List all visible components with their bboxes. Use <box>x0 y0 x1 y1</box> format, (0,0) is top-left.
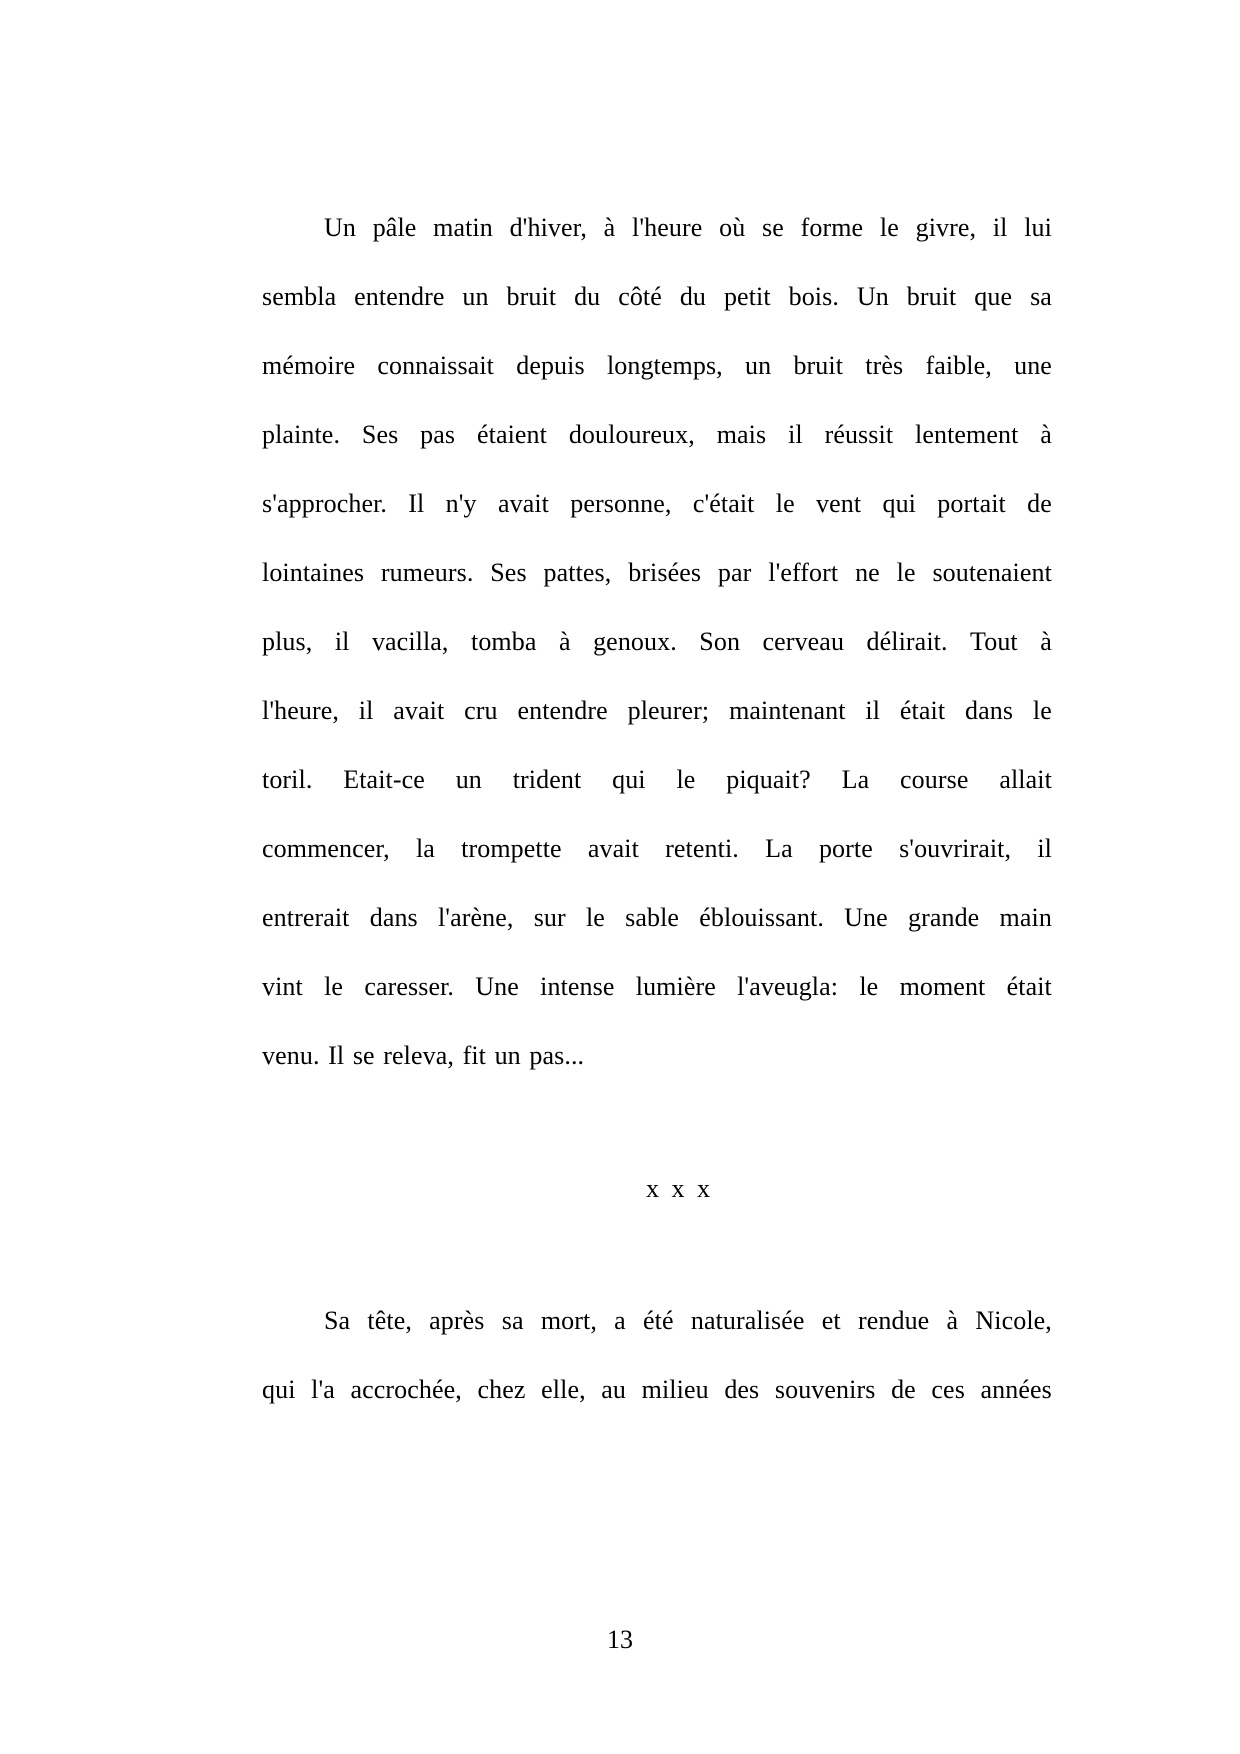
word: tomba <box>471 627 537 656</box>
word: l'a <box>311 1375 335 1404</box>
word: le <box>859 972 879 1001</box>
word: genoux. <box>593 627 677 656</box>
word: trident <box>512 765 582 794</box>
word: pâle <box>372 213 417 242</box>
page-number: 13 <box>607 1625 633 1654</box>
word: été <box>643 1306 674 1335</box>
word: commencer, <box>262 834 390 863</box>
text-line <box>262 814 1052 883</box>
word: chez <box>477 1375 526 1404</box>
word: avait <box>587 834 639 863</box>
word: Tout <box>970 627 1018 656</box>
word: rumeurs. <box>380 558 474 587</box>
word: se <box>762 213 784 242</box>
word: souvenirs <box>774 1375 876 1404</box>
word: mort, <box>540 1306 597 1335</box>
text-line <box>262 883 1052 952</box>
word: Une <box>844 903 888 932</box>
word: porte <box>818 834 873 863</box>
word: éblouissant. <box>699 903 824 932</box>
word: faible, <box>925 351 992 380</box>
word: personne, <box>570 489 672 518</box>
word: Il <box>408 489 425 518</box>
word: l'heure, <box>262 696 339 725</box>
word: entendre <box>517 696 608 725</box>
word: sa <box>1030 282 1052 311</box>
word: l'aveugla: <box>737 972 839 1001</box>
word: il <box>358 696 374 725</box>
text-line <box>262 952 1052 1021</box>
word: allait <box>999 765 1052 794</box>
word: piquait? <box>726 765 811 794</box>
word: pleurer; <box>627 696 710 725</box>
word: lentement <box>915 420 1019 449</box>
word: longtemps, <box>606 351 723 380</box>
word: le <box>896 558 916 587</box>
word: dans <box>369 903 418 932</box>
word: à <box>603 213 616 242</box>
word: l'arène, <box>437 903 514 932</box>
text-line <box>262 676 1052 745</box>
text-line <box>262 331 1052 400</box>
word: moment <box>899 972 986 1001</box>
text-line <box>262 538 1052 607</box>
word: un <box>455 765 482 794</box>
word: toril. <box>262 765 313 794</box>
word: vent <box>816 489 862 518</box>
word: Un <box>324 213 356 242</box>
word: depuis <box>516 351 585 380</box>
word: ne <box>855 558 880 587</box>
word: naturalisée <box>690 1306 805 1335</box>
word: Etait-ce <box>343 765 425 794</box>
word: le <box>1032 696 1052 725</box>
word: de <box>891 1375 916 1404</box>
word: lointaines <box>262 558 365 587</box>
word: givre, <box>915 213 977 242</box>
word: course <box>900 765 969 794</box>
section-separator <box>283 1154 1073 1223</box>
word: connaissait <box>377 351 494 380</box>
word: très <box>865 351 904 380</box>
word: avait <box>497 489 549 518</box>
word: des <box>724 1375 760 1404</box>
word: sembla <box>262 282 337 311</box>
word: retenti. <box>665 834 739 863</box>
page-text-column <box>262 193 1052 1424</box>
word: rendue <box>857 1306 930 1335</box>
word: Sa <box>324 1306 351 1335</box>
word: elle, <box>541 1375 586 1404</box>
word: petit <box>723 282 771 311</box>
word: entendre <box>354 282 445 311</box>
word: c'était <box>692 489 755 518</box>
word: du <box>574 282 601 311</box>
text-line <box>262 193 1052 262</box>
text-line <box>262 262 1052 331</box>
word: Ses <box>361 420 399 449</box>
word: La <box>841 765 870 794</box>
word: l'heure <box>632 213 703 242</box>
paragraph-2 <box>262 1286 1052 1424</box>
text-line <box>262 1355 1052 1424</box>
text-line <box>262 1286 1052 1355</box>
word: brisées <box>628 558 702 587</box>
word: portait <box>937 489 1006 518</box>
word: le <box>324 972 344 1001</box>
word: bruit <box>906 282 957 311</box>
word: sable <box>625 903 680 932</box>
word: pattes, <box>543 558 612 587</box>
word: côté <box>618 282 662 311</box>
word: a <box>614 1306 626 1335</box>
word: où <box>719 213 746 242</box>
word: avait <box>393 696 445 725</box>
word: un <box>462 282 489 311</box>
word: lumière <box>635 972 716 1001</box>
word: vint <box>262 972 303 1001</box>
word: le <box>879 213 899 242</box>
word: de <box>1027 489 1052 518</box>
word: sur <box>533 903 566 932</box>
word: dans <box>965 696 1014 725</box>
word: après <box>429 1306 485 1335</box>
word: n'y <box>445 489 477 518</box>
word: à <box>1040 420 1052 449</box>
word: sa <box>501 1306 524 1335</box>
word: à <box>1040 627 1052 656</box>
word: plainte. <box>262 420 341 449</box>
word: il <box>334 627 350 656</box>
word: que <box>974 282 1013 311</box>
word: entrerait <box>262 903 350 932</box>
word: bruit <box>793 351 844 380</box>
word: par <box>717 558 752 587</box>
word: Ses <box>490 558 527 587</box>
word: bois. <box>788 282 839 311</box>
word: l'effort <box>768 558 839 587</box>
word: il <box>865 696 881 725</box>
word: vacilla, <box>371 627 449 656</box>
word: plus, <box>262 627 313 656</box>
word: matin <box>433 213 493 242</box>
word: Nicole, <box>975 1306 1052 1335</box>
word: maintenant <box>729 696 846 725</box>
word: à <box>558 627 571 656</box>
word: était <box>1006 972 1052 1001</box>
paragraph-1 <box>262 193 1052 1090</box>
word: main <box>999 903 1052 932</box>
word: trompette <box>461 834 562 863</box>
text-line <box>262 469 1052 538</box>
word: il <box>992 213 1008 242</box>
word: forme <box>800 213 864 242</box>
text-line <box>262 607 1052 676</box>
word: soutenaient <box>932 558 1052 587</box>
word: intense <box>540 972 615 1001</box>
word: accrochée, <box>350 1375 462 1404</box>
word: s'ouvrirait, <box>899 834 1012 863</box>
word: réussit <box>824 420 894 449</box>
word: à <box>946 1306 959 1335</box>
word: cerveau <box>762 627 845 656</box>
page-footer <box>0 1623 1240 1657</box>
word: caresser. <box>364 972 455 1001</box>
word: étaient <box>476 420 547 449</box>
word: ces <box>931 1375 965 1404</box>
word: Son <box>699 627 741 656</box>
separator-text: x x x <box>646 1174 710 1203</box>
word: milieu <box>641 1375 709 1404</box>
text-line: venu. Il se releva, fit un pas... <box>262 1041 585 1070</box>
word: d'hiver, <box>509 213 587 242</box>
word: grande <box>907 903 980 932</box>
word: il <box>788 420 803 449</box>
word: un <box>745 351 772 380</box>
word: La <box>765 834 793 863</box>
word: années <box>980 1375 1052 1404</box>
word: tête, <box>367 1306 412 1335</box>
word: au <box>601 1375 627 1404</box>
word: délirait. <box>866 627 948 656</box>
text-line <box>262 745 1052 814</box>
word: le <box>585 903 605 932</box>
word: une <box>1014 351 1052 380</box>
text-line <box>262 400 1052 469</box>
word: qui <box>262 1375 296 1404</box>
word: s'approcher. <box>262 489 388 518</box>
word: et <box>821 1306 841 1335</box>
word: lui <box>1024 213 1052 242</box>
word: qui <box>612 765 646 794</box>
word: cru <box>464 696 498 725</box>
word: pas <box>420 420 456 449</box>
word: Un <box>856 282 889 311</box>
word: du <box>679 282 707 311</box>
word: le <box>676 765 696 794</box>
word: mais <box>716 420 767 449</box>
word: était <box>899 696 946 725</box>
word: le <box>775 489 795 518</box>
word: la <box>415 834 435 863</box>
word: il <box>1037 834 1052 863</box>
word: bruit <box>506 282 557 311</box>
word: qui <box>882 489 917 518</box>
word: douloureux, <box>568 420 695 449</box>
word: mémoire <box>262 351 356 380</box>
word: Une <box>475 972 519 1001</box>
